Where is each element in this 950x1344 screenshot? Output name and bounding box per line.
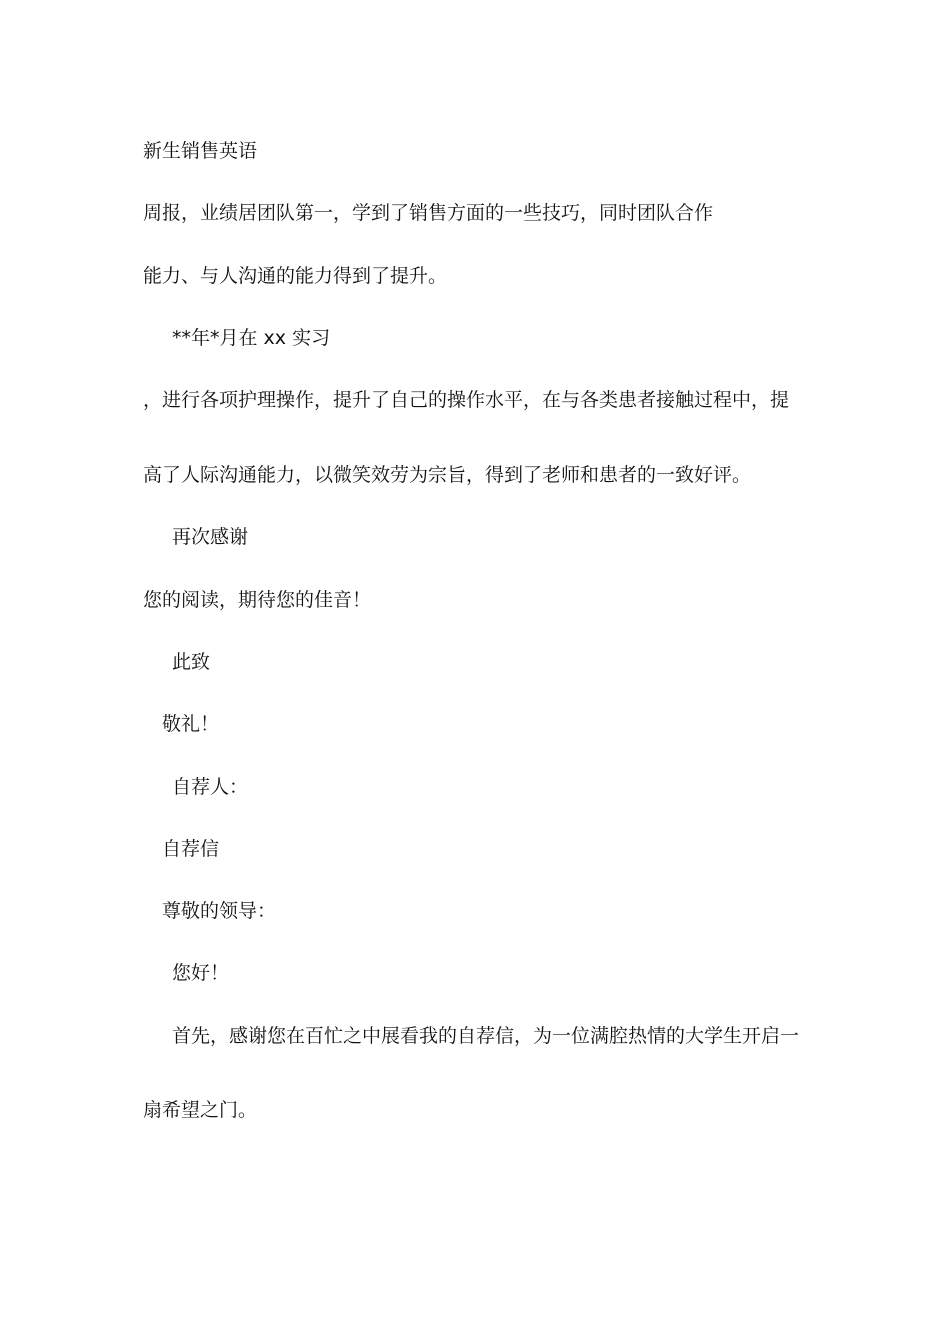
text-line: 扇希望之门。: [143, 1099, 258, 1121]
text-line: 尊敬的领导：: [162, 900, 277, 922]
text-line: 周报，业绩居团队第一，学到了销售方面的一些技巧，同时团队合作: [143, 202, 714, 224]
text-line: 您好！: [172, 962, 230, 984]
text-line: **年*月在 xx 实习: [172, 327, 331, 349]
text-line: ，进行各项护理操作，提升了自己的操作水平，在与各类患者接触过程中，提: [143, 389, 790, 411]
text-line-title: 新生销售英语: [143, 140, 258, 162]
text-line: 能力、与人沟通的能力得到了提升。: [143, 265, 448, 287]
text-line: 敬礼！: [162, 713, 220, 735]
text-line: 此致: [172, 651, 211, 673]
text-line: 您的阅读，期待您的佳音！: [143, 589, 372, 611]
text-line: 自荐人：: [172, 776, 249, 798]
text-line: 再次感谢: [172, 526, 249, 548]
text-line: 自荐信: [162, 838, 220, 860]
text-line: 首先，感谢您在百忙之中展看我的自荐信，为一位满腔热情的大学生开启一: [172, 1025, 800, 1047]
text-line: 高了人际沟通能力，以微笑效劳为宗旨，得到了老师和患者的一致好评。: [143, 464, 752, 486]
